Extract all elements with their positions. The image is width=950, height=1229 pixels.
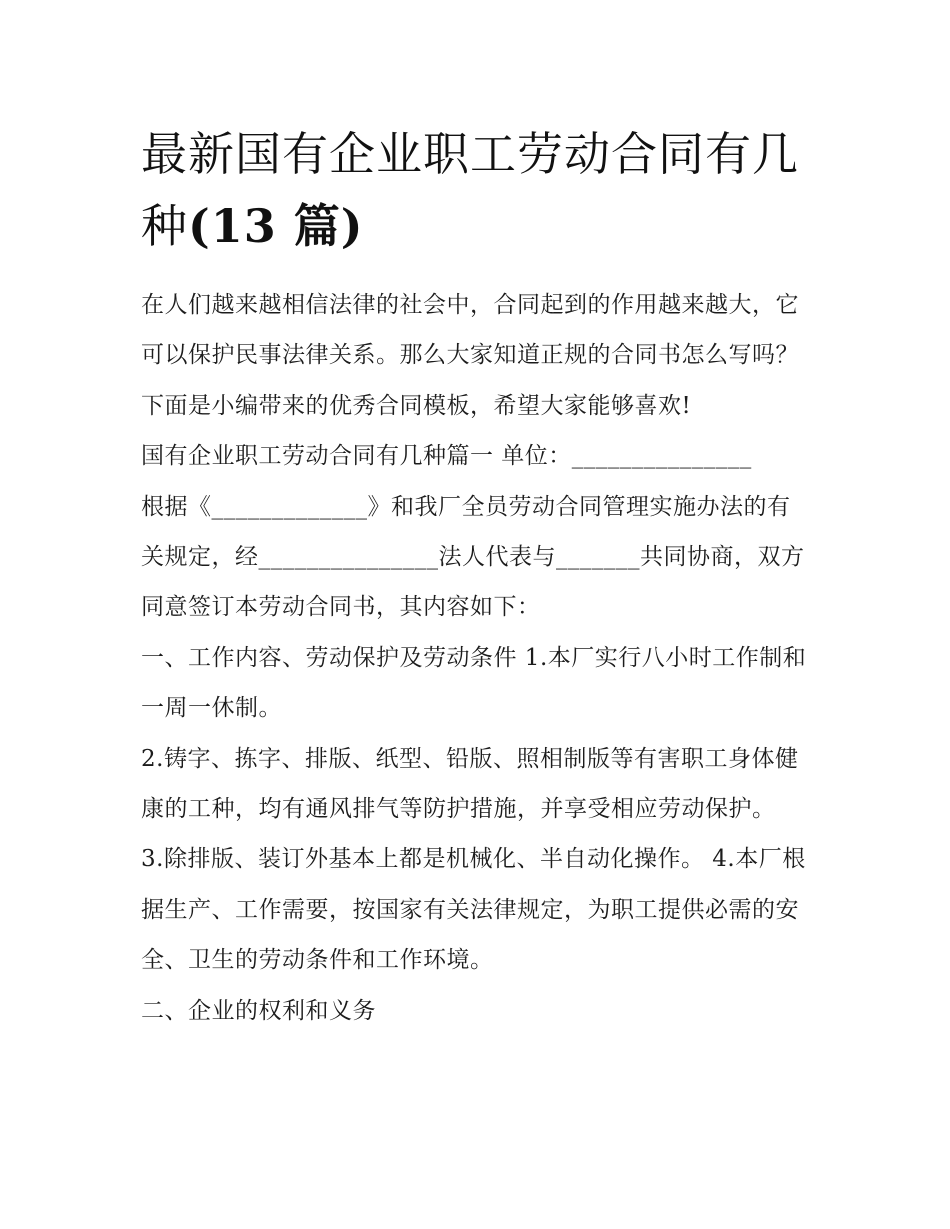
hazard-protection-paragraph: 2.铸字、拣字、排版、纸型、铅版、照相制版等有害职工身体健康的工种，均有通风排气等防护措施，并享受相应劳动保护。 xyxy=(141,745,799,823)
title-suffix-text: (13 篇) xyxy=(188,199,364,253)
contract-basis-paragraph: 根据《_____________》和我厂全员劳动合同管理实施办法的有关规定，经_______________法人代表与_______共同协商，双方同意签订本劳动合同书，其内容如下： xyxy=(141,493,805,621)
rights-obligations-heading: 二、企业的权利和义务 xyxy=(141,997,376,1024)
document-body xyxy=(141,280,813,1036)
document-title xyxy=(141,118,813,262)
document-content xyxy=(141,118,813,1036)
mechanization-paragraph: 3.除排版、装订外基本上都是机械化、半自动化操作。 4.本厂根据生产、工作需要，按国家有关法律规定，为职工提供必需的安全、卫生的劳动条件和工作环境。 xyxy=(141,846,806,974)
section-heading-unit: 国有企业职工劳动合同有几种篇一 单位：_______________ xyxy=(141,443,752,470)
intro-paragraph: 在人们越来越相信法律的社会中，合同起到的作用越来越大，它可以保护民事法律关系。那么大家知道正规的合同书怎么写吗？下面是小编带来的优秀合同模板，希望大家能够喜欢! xyxy=(141,292,799,419)
work-content-paragraph: 一、工作内容、劳动保护及劳动条件 1.本厂实行八小时工作制和一周一休制。 xyxy=(141,644,807,722)
title-main-text: 最新国有企业职工劳动合同有几种 xyxy=(141,127,799,253)
